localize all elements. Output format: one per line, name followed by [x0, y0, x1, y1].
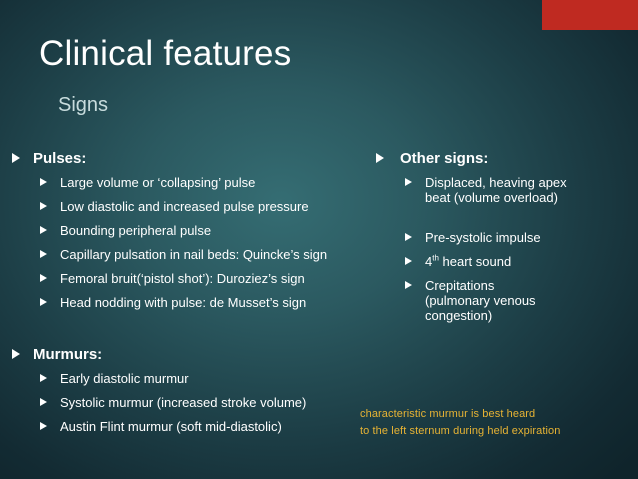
list-item [40, 419, 282, 434]
heart-sound-number: 4 [425, 254, 433, 269]
murmurs-item: Early diastolic murmur [60, 371, 189, 386]
bullet-arrow-icon [40, 398, 47, 406]
list-item [405, 175, 575, 205]
other-signs-heading-row [376, 150, 488, 167]
bullet-arrow-icon [405, 257, 412, 265]
pulses-item: Bounding peripheral pulse [60, 223, 212, 238]
list-item [40, 175, 255, 190]
pulses-item: Femoral bruit(‘pistol shot’): Duroziez’s sign [60, 271, 305, 286]
murmurs-item: Austin Flint murmur (soft mid-diastolic) [60, 419, 282, 434]
bullet-arrow-icon [405, 178, 412, 186]
bullet-arrow-icon [12, 153, 20, 163]
bullet-arrow-icon [40, 422, 47, 430]
bullet-arrow-icon [40, 202, 47, 210]
bullet-arrow-icon [376, 153, 384, 163]
pulses-item: Capillary pulsation in nail beds: Quincke’s sign [60, 247, 328, 262]
list-item [405, 254, 511, 269]
bullet-arrow-icon [12, 349, 20, 359]
bullet-arrow-icon [40, 274, 47, 282]
pulses-item: Large volume or ‘collapsing’ pulse [60, 175, 256, 190]
other-signs-item: Pre-systolic impulse [425, 230, 541, 245]
accent-bar [542, 0, 638, 30]
list-item [40, 295, 306, 310]
murmurs-heading: Murmurs: [33, 346, 103, 363]
list-item [40, 247, 327, 262]
bullet-arrow-icon [405, 281, 412, 289]
other-signs-item: Displaced, heaving apex beat (volume overload) [425, 175, 567, 205]
note-line-1: characteristic murmur is best heard [360, 408, 536, 420]
pulses-heading: Pulses: [33, 150, 87, 167]
heart-sound-suffix: th [432, 253, 439, 263]
bullet-arrow-icon [40, 250, 47, 258]
murmurs-item: Systolic murmur (increased stroke volume) [60, 395, 307, 410]
bullet-arrow-icon [40, 178, 47, 186]
murmurs-heading-row [12, 346, 102, 363]
list-item [40, 223, 211, 238]
pulses-heading-row [12, 150, 86, 167]
bullet-arrow-icon [40, 374, 47, 382]
list-item [40, 371, 189, 386]
heart-sound-text: heart sound [438, 254, 512, 269]
bullet-arrow-icon [40, 226, 47, 234]
pulses-item: Head nodding with pulse: de Musset’s sign [60, 295, 307, 310]
note-line-2: to the left sternum during held expiration [360, 425, 561, 437]
list-item [405, 278, 575, 323]
other-signs-item: Crepitations (pulmonary venous congestion) [425, 278, 536, 323]
bullet-arrow-icon [405, 233, 412, 241]
list-item [40, 395, 306, 410]
list-item [405, 230, 541, 245]
pulses-item: Low diastolic and increased pulse pressure [60, 199, 309, 214]
slide-subtitle: Signs [58, 94, 109, 116]
list-item [40, 199, 309, 214]
slide-title: Clinical features [39, 34, 292, 73]
other-signs-heading: Other signs: [400, 150, 489, 167]
list-item [40, 271, 305, 286]
heart-sound-item [425, 254, 511, 269]
bullet-arrow-icon [40, 298, 47, 306]
